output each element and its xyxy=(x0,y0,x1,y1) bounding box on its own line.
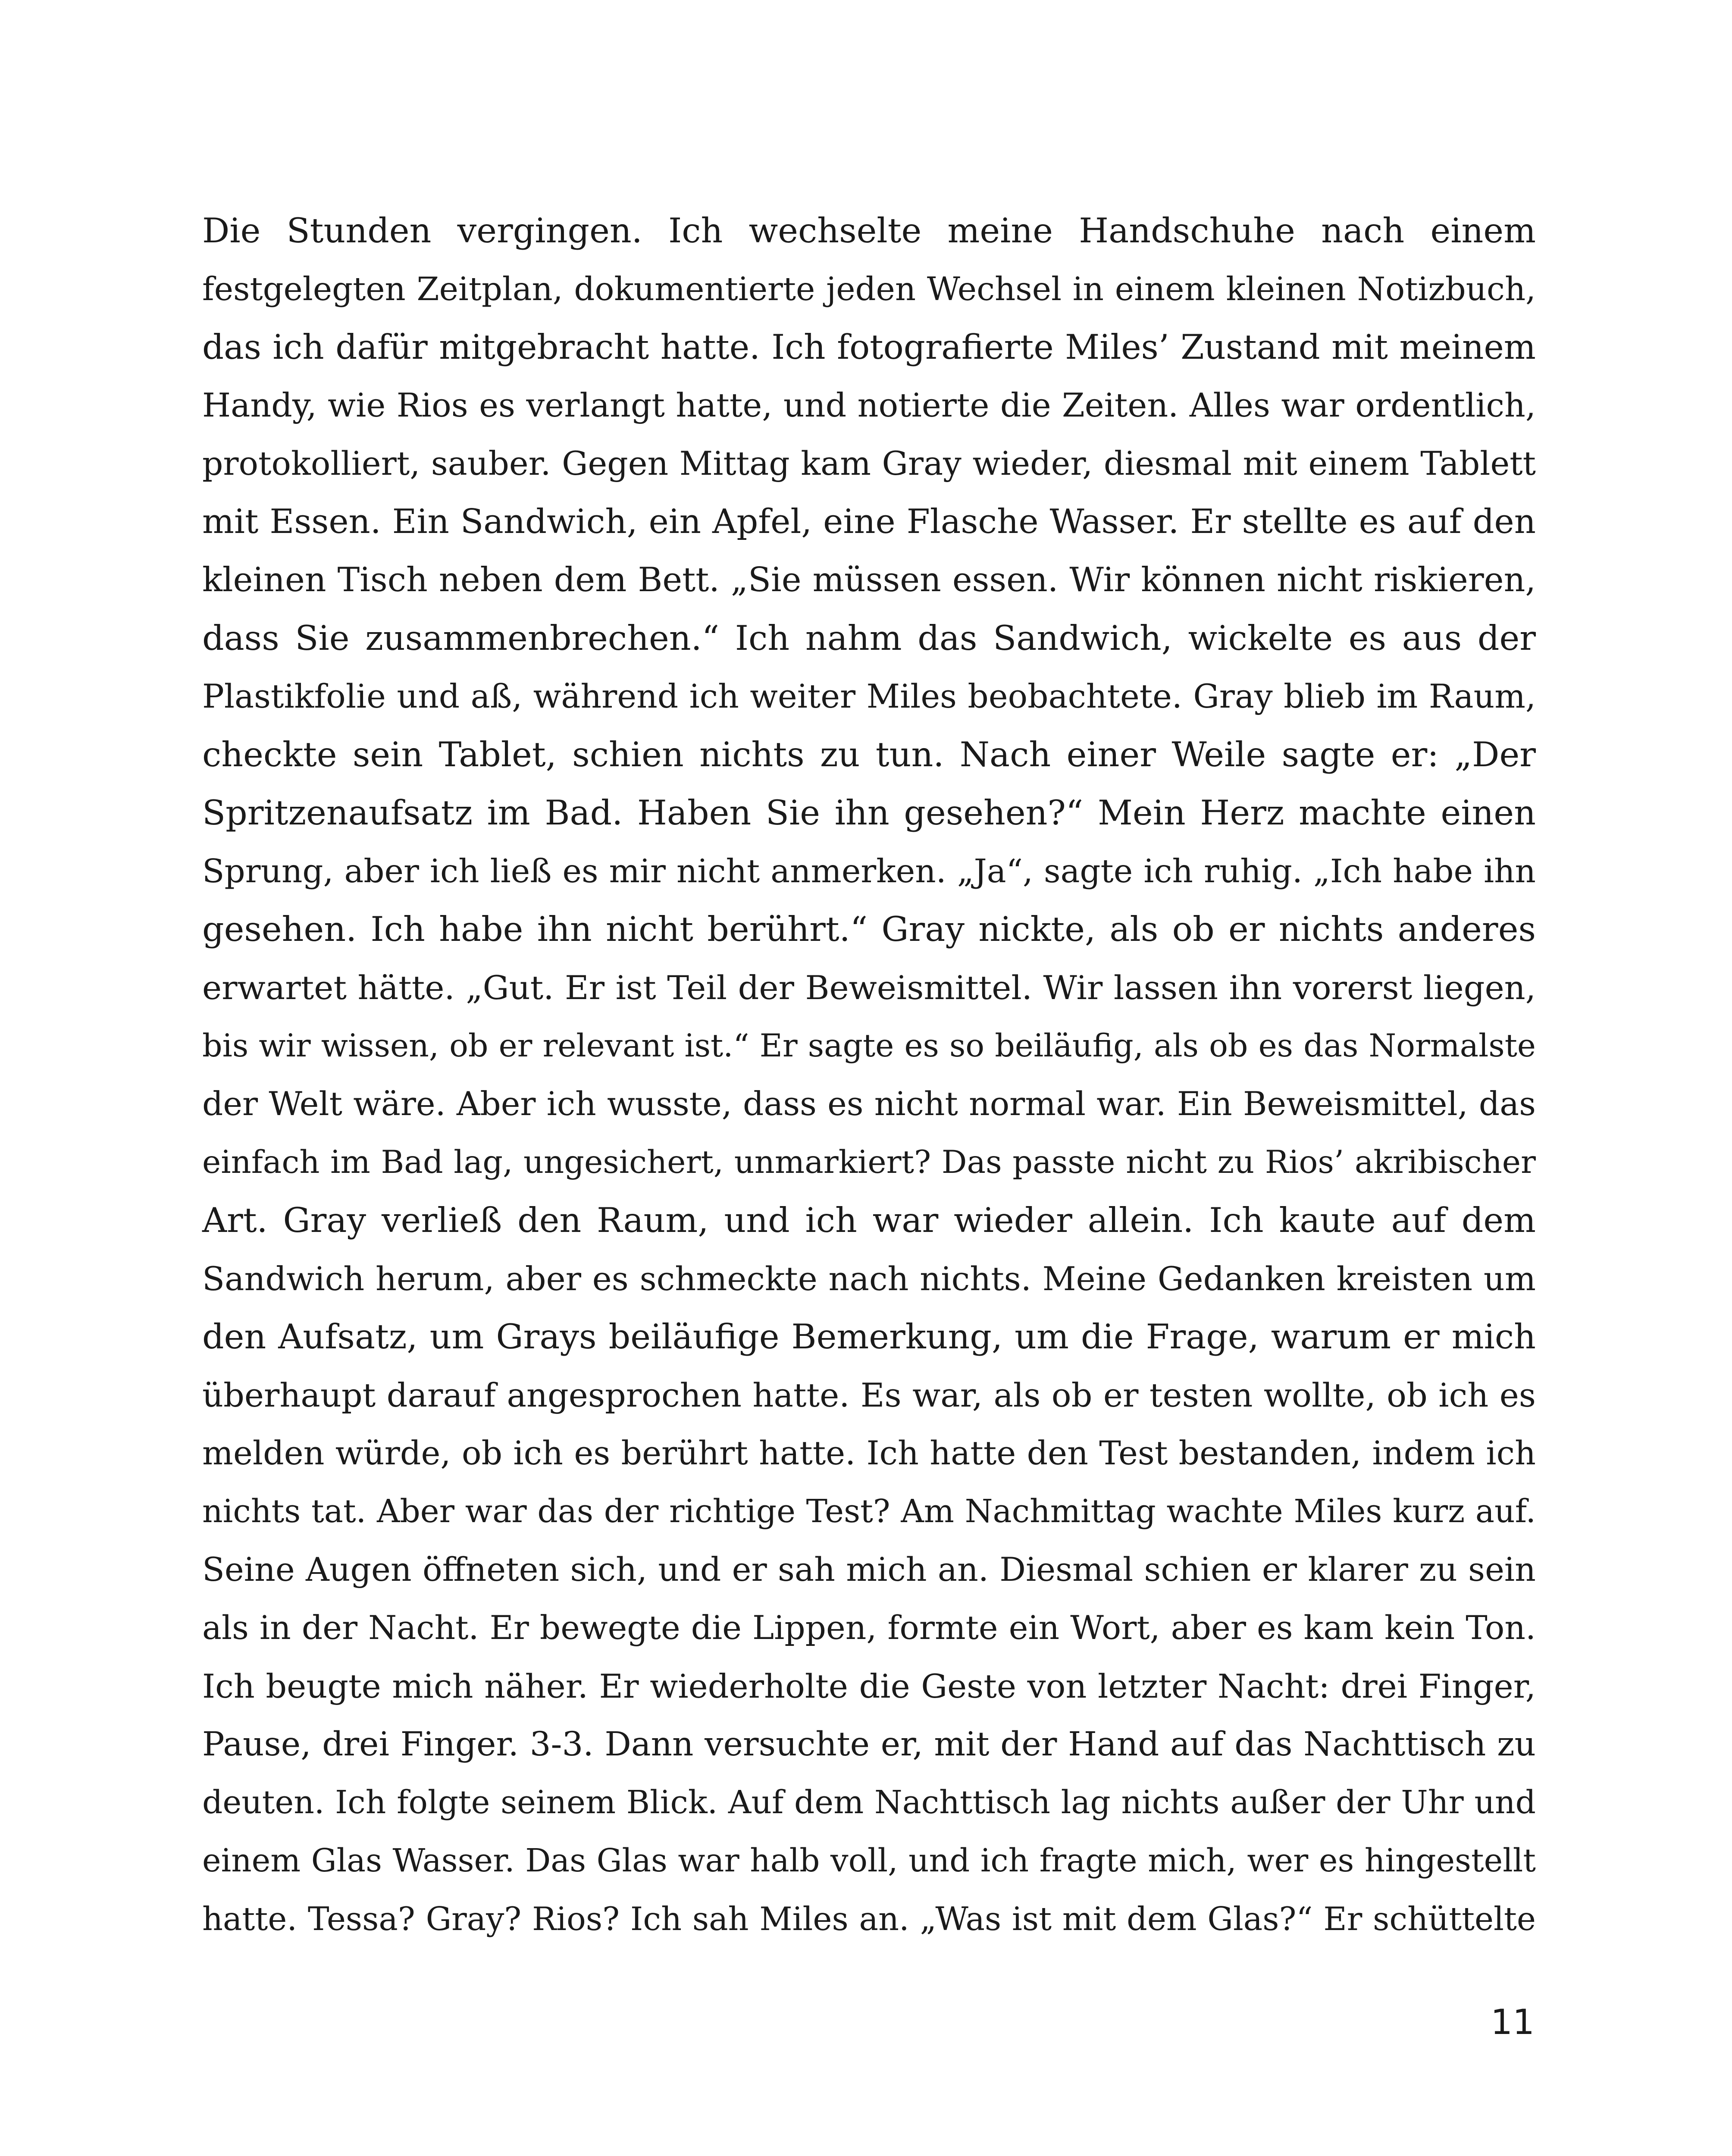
text-line: der Welt wäre. Aber ich wusste, dass es nicht normal war. Ein Beweismittel, das xyxy=(202,1085,1536,1123)
text-line: gesehen. Ich habe ihn nicht berührt.“ Gray nickte, als ob er nichts anderes xyxy=(202,909,1536,949)
text-line: dass Sie zusammenbrechen.“ Ich nahm das Sandwich, wickelte es aus der xyxy=(202,618,1536,658)
text-line: Sprung, aber ich ließ es mir nicht anmerken. „Ja“, sagte ich ruhig. „Ich habe ihn xyxy=(202,852,1536,890)
text-line: erwartet hätte. „Gut. Er ist Teil der Beweismittel. Wir lassen ihn vorerst liegen, xyxy=(202,968,1536,1007)
text-line: Seine Augen öffneten sich, und er sah mich an. Diesmal schien er klarer zu sein xyxy=(202,1551,1536,1589)
text-line: Handy, wie Rios es verlangt hatte, und notierte die Zeiten. Alles war ordentlich, xyxy=(202,386,1536,424)
text-line: checkte sein Tablet, schien nichts zu tun. Nach einer Weile sagte er: „Der xyxy=(202,735,1536,774)
text-line: deuten. Ich folgte seinem Blick. Auf dem Nachttisch lag nichts außer der Uhr und xyxy=(202,1784,1536,1821)
text-line: das ich dafür mitgebracht hatte. Ich fotografierte Miles’ Zustand mit meinem xyxy=(202,328,1536,367)
text-line: protokolliert, sauber. Gegen Mittag kam Gray wieder, diesmal mit einem Tablett xyxy=(202,445,1536,483)
text-line: als in der Nacht. Er bewegte die Lippen, formte ein Wort, aber es kam kein Ton. xyxy=(202,1609,1536,1647)
text-line: nichts tat. Aber war das der richtige Test? Am Nachmittag wachte Miles kurz auf. xyxy=(202,1493,1536,1530)
text-line: überhaupt darauf angesprochen hatte. Es war, als ob er testen wollte, ob ich es xyxy=(202,1376,1536,1414)
text-line: den Aufsatz, um Grays beiläufige Bemerkung, um die Frage, warum er mich xyxy=(202,1317,1536,1357)
page-number: 11 xyxy=(1491,2002,1535,2042)
text-line: Die Stunden vergingen. Ich wechselte meine Handschuhe nach einem xyxy=(202,211,1536,251)
text-line: melden würde, ob ich es berührt hatte. Ich hatte den Test bestanden, indem ich xyxy=(202,1434,1536,1472)
text-line: einem Glas Wasser. Das Glas war halb voll, und ich fragte mich, wer es hingestellt xyxy=(202,1843,1536,1879)
text-line: Spritzenaufsatz im Bad. Haben Sie ihn gesehen?“ Mein Herz machte einen xyxy=(202,793,1536,833)
text-line: kleinen Tisch neben dem Bett. „Sie müssen essen. Wir können nicht riskieren, xyxy=(202,561,1536,599)
body-text xyxy=(202,202,1536,1948)
text-line: Plastikfolie und aß, während ich weiter Miles beobachtete. Gray blieb im Raum, xyxy=(202,677,1536,715)
text-line: festgelegten Zeitplan, dokumentierte jeden Wechsel in einem kleinen Notizbuch, xyxy=(202,270,1536,308)
text-line: einfach im Bad lag, ungesichert, unmarkiert? Das passte nicht zu Rios’ akribischer xyxy=(202,1144,1536,1181)
text-line: bis wir wissen, ob er relevant ist.“ Er sagte es so beiläufig, als ob es das Normalste xyxy=(202,1028,1536,1064)
text-line: Sandwich herum, aber es schmeckte nach nichts. Meine Gedanken kreisten um xyxy=(202,1260,1536,1298)
text-line: hatte. Tessa? Gray? Rios? Ich sah Miles an. „Was ist mit dem Glas?“ Er schüttelte xyxy=(202,1900,1536,1938)
text-line: mit Essen. Ein Sandwich, ein Apfel, eine Flasche Wasser. Er stellte es auf den xyxy=(202,502,1536,541)
text-line: Art. Gray verließ den Raum, und ich war wieder allein. Ich kaute auf dem xyxy=(202,1200,1536,1240)
text-line: Ich beugte mich näher. Er wiederholte die Geste von letzter Nacht: drei Finger, xyxy=(202,1667,1536,1705)
text-line: Pause, drei Finger. 3-3. Dann versuchte er, mit der Hand auf das Nachttisch zu xyxy=(202,1725,1536,1764)
